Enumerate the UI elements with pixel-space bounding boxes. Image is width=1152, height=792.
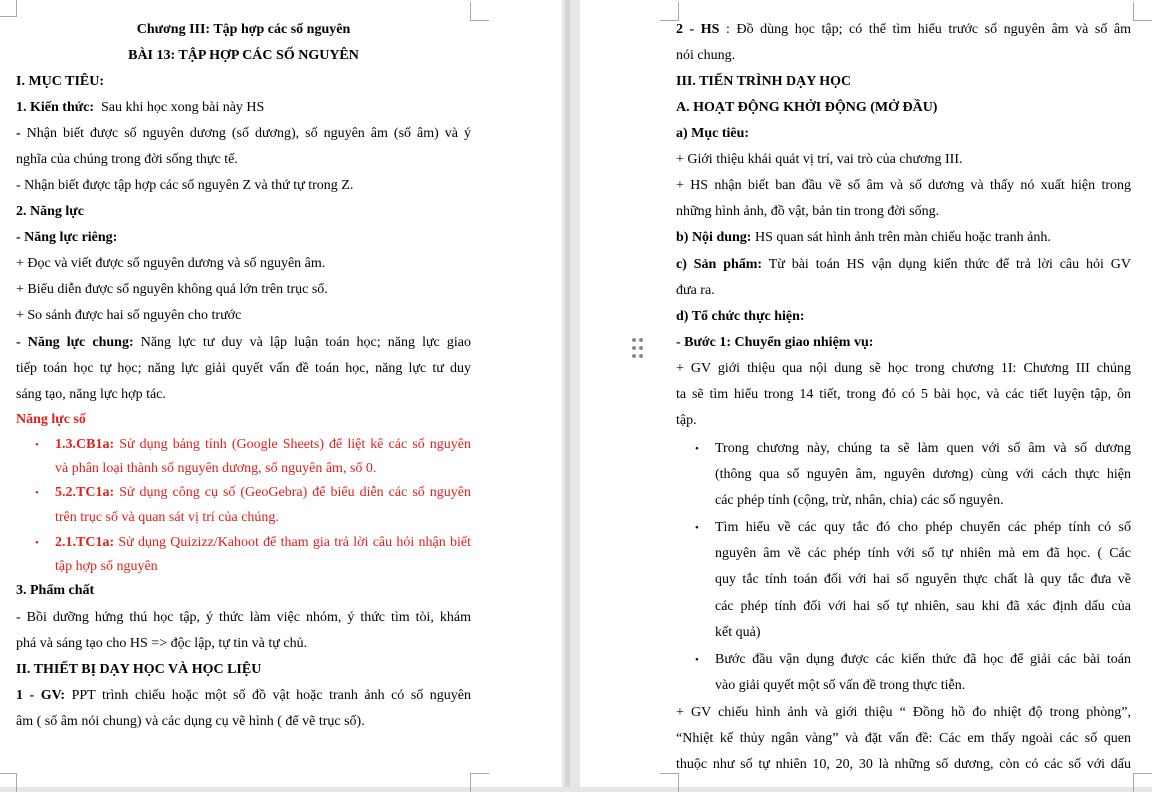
product-line-1: c) Sản phẩm: Từ bài toán HS vận dụng kiến thức để trả lời câu hỏi GV	[676, 257, 1131, 272]
digital-item-2b: trên trục số và quan sát vị trí của chúng.	[55, 510, 279, 525]
bullet-2b: nguyên âm về các phép tính với số tự nhiên mà em đã học. ( Các	[715, 546, 1131, 561]
digital-item-1a: 1.3.CB1a: Sử dụng bảng tính (Google Sheets) để liệt kê các số nguyên	[55, 437, 471, 452]
digital-item-2a: 5.2.TC1a: Sử dụng công cụ số (GeoGebra) để biểu diễn các số nguyên	[55, 485, 471, 500]
goal-heading: a) Mục tiêu:	[676, 126, 750, 141]
knowledge-heading-line: 1. Kiến thức: Sau khi học xong bài này HS	[16, 100, 265, 115]
quality-text-2: phá và sáng tạo cho HS => độc lập, tự tin và tự chủ.	[16, 636, 308, 651]
lesson-title: BÀI 13: TẬP HỢP CÁC SỐ NGUYÊN	[128, 48, 359, 63]
intro-text-1: + GV chiếu hình ảnh và giới thiệu “ Đồng hồ đo nhiệt độ trong phòng”,	[676, 705, 1131, 720]
competence-heading: 2. Năng lực	[16, 204, 84, 219]
own-competence-2: + Biểu diễn được số nguyên không quá lớn trên trục số.	[16, 282, 328, 297]
goal-2a: + HS nhận biết ban đầu về số âm và số dương và thấy nó xuất hiện trong	[676, 178, 1131, 193]
knowledge-item-1a: - Nhận biết được số nguyên dương (số dương), số nguyên âm (số âm) và ý	[16, 126, 471, 141]
digital-item-3b: tập hợp số nguyên	[55, 559, 158, 574]
step1-heading: - Bước 1: Chuyển giao nhiệm vụ:	[676, 335, 874, 350]
drag-handle-icon[interactable]	[630, 336, 646, 360]
crop-mark-right-page-top-right	[1133, 2, 1152, 21]
knowledge-item-1b: nghĩa của chúng trong đời sống thực tế.	[16, 152, 238, 167]
crop-mark-top-right	[470, 2, 489, 21]
activity-a-heading: A. HOẠT ĐỘNG KHỞI ĐỘNG (MỞ ĐẦU)	[676, 100, 938, 115]
digital-item-3a: 2.1.TC1a: Sử dụng Quizizz/Kahoot để tham gia trả lời câu hỏi nhận biết	[55, 535, 471, 550]
bullet-icon: •	[695, 443, 699, 455]
bullet-3b: vào giải quyết một số vấn đề trong thực tiễn.	[715, 678, 966, 693]
crop-mark-right-page-bottom-right	[1133, 773, 1152, 792]
step1-text-3: tập.	[676, 413, 697, 428]
goal-1: + Giới thiệu khái quát vị trí, vai trò của chương III.	[676, 152, 963, 167]
bullet-icon: •	[695, 522, 699, 534]
bullet-1b: (thông qua số nguyên âm, nguyên dương) cùng với cách thực hiện	[715, 467, 1131, 482]
general-competence-3: sáng tạo, năng lực hợp tác.	[16, 387, 166, 402]
crop-mark-right-page-bottom-left	[660, 773, 679, 792]
chapter-title: Chương III: Tập hợp các số nguyên	[136, 22, 351, 37]
bullet-icon: •	[35, 439, 39, 451]
bullet-icon: •	[35, 537, 39, 549]
digital-item-1b: và phân loại thành số nguyên dương, số nguyên âm, số 0.	[55, 461, 377, 476]
quality-heading: 3. Phẩm chất	[16, 583, 95, 598]
own-competence-heading: - Năng lực riêng:	[16, 230, 118, 245]
bullet-2d: các phép tính đối với hai số tự nhiên, sau khi đã xác định dấu của	[715, 599, 1131, 614]
bullet-icon: •	[35, 487, 39, 499]
bullet-2c: quy tắc tính toán đối với hai số nguyên thực chất là quy tắc đưa về	[715, 572, 1131, 587]
goal-2b: những hình ảnh, đồ vật, bản tin trong đời sống.	[676, 204, 940, 219]
content-line: b) Nội dung: HS quan sát hình ảnh trên màn chiếu hoặc tranh ảnh.	[676, 230, 1051, 245]
organization-heading: d) Tổ chức thực hiện:	[676, 309, 805, 324]
student-equipment-1: 2 - HS : Đồ dùng học tập; có thể tìm hiểu trước số nguyên âm và số âm	[676, 22, 1131, 37]
bullet-2e: kết quả)	[715, 625, 761, 640]
crop-mark-right-page-top-left	[660, 2, 679, 21]
section-heading-objectives: I. MỤC TIÊU:	[16, 74, 105, 89]
step1-text-2: ta sẽ tìm hiểu trong 14 tiết, trong đó có 5 bài học, và các tiết luyện tập, ôn	[676, 387, 1131, 402]
bullet-1a: Trong chương này, chúng ta sẽ làm quen với số âm và số dương	[715, 441, 1131, 456]
general-competence-1: - Năng lực chung: Năng lực tư duy và lập luận toán học; năng lực giao	[16, 335, 471, 350]
quality-text-1: - Bồi dưỡng hứng thú học tập, ý thức làm việc nhóm, ý thức tìm tòi, khám	[16, 610, 471, 625]
teacher-equipment-2: âm ( số âm nói chung) và các dụng cụ vẽ hình ( để vẽ trục số).	[16, 714, 365, 729]
bullet-2a: Tìm hiểu về các quy tắc đó cho phép chuyển các phép tính có số	[715, 520, 1131, 535]
own-competence-1: + Đọc và viết được số nguyên dương và số nguyên âm.	[16, 256, 326, 271]
scroll-divider	[565, 0, 570, 787]
crop-mark-bottom-left	[0, 773, 17, 792]
step1-text-1: + GV giới thiệu qua nội dung sẽ học trong chương 1I: Chương III chúng	[676, 361, 1131, 376]
teacher-equipment-1: 1 - GV: PPT trình chiếu hoặc một số đồ vật hoặc tranh ảnh có số nguyên	[16, 688, 471, 703]
student-equipment-2: nói chung.	[676, 48, 736, 63]
crop-mark-bottom-right	[470, 773, 489, 792]
general-competence-2: tiếp toán học tự học; năng lực giải quyết vấn đề toán học, năng lực tư duy	[16, 361, 471, 376]
digital-competence-heading: Năng lực số	[16, 412, 86, 427]
crop-mark-top-left	[0, 0, 17, 17]
knowledge-item-2: - Nhận biết được tập hợp các số nguyên Z và thứ tự trong Z.	[16, 178, 354, 193]
intro-text-3: thuộc như số tự nhiên 10, 20, 30 là những số dương, còn có các số với dấu	[676, 757, 1131, 772]
section-heading-equipment: II. THIẾT BỊ DẠY HỌC VÀ HỌC LIỆU	[16, 662, 262, 677]
section-heading-process: III. TIẾN TRÌNH DẠY HỌC	[676, 74, 852, 89]
bullet-3a: Bước đầu vận dụng được các kiến thức đã học để giải các bài toán	[715, 652, 1131, 667]
bullet-icon: •	[695, 654, 699, 666]
product-line-2: đưa ra.	[676, 283, 715, 298]
intro-text-2: “Nhiệt kế thủy ngân vàng” và đặt vấn đề: Các em thấy ngoài các số quen	[676, 731, 1131, 746]
own-competence-3: + So sánh được hai số nguyên cho trước	[16, 308, 242, 323]
bullet-1c: các phép tính (cộng, trừ, nhân, chia) các số nguyên.	[715, 493, 1004, 508]
